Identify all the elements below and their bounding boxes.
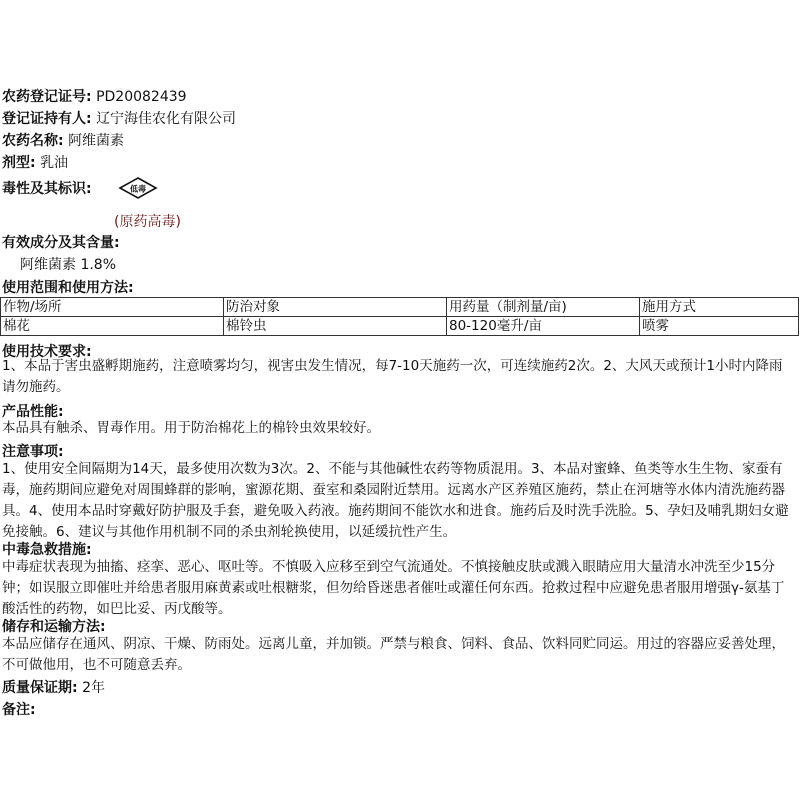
toxicity-label: 毒性及其标识: bbox=[2, 181, 92, 197]
storage-text: 本品应储存在通风、阴凉、干燥、防雨处。远离儿童，并加锁。严禁与粮食、饲料、食品、饮料同贮同运。用过的容器应妥善处理，不可做他用，也不可随意丢弃。 bbox=[2, 636, 785, 673]
header-crop: 作物/场所 bbox=[1, 298, 224, 317]
formulation-label: 剂型: bbox=[2, 155, 36, 171]
usage-table bbox=[0, 297, 799, 336]
performance-label: 产品性能: bbox=[2, 404, 64, 420]
technical-label: 使用技术要求: bbox=[2, 344, 92, 360]
cell-dosage: 80-120毫升/亩 bbox=[447, 317, 640, 336]
holder-label: 登记证持有人: bbox=[2, 111, 92, 127]
usage-table-header bbox=[1, 298, 799, 317]
ingredients-label: 有效成分及其含量: bbox=[2, 235, 120, 251]
performance-text: 本品具有触杀、胃毒作用。用于防治棉花上的棉铃虫效果较好。 bbox=[2, 420, 380, 436]
formulation-value: 乳油 bbox=[40, 155, 69, 171]
usage-label: 使用范围和使用方法: bbox=[2, 280, 134, 296]
shelf-life-value: 2年 bbox=[82, 680, 105, 696]
header-dosage: 用药量（制剂量/亩) bbox=[447, 298, 640, 317]
ingredient-item: 阿维菌素 1.8% bbox=[20, 257, 117, 273]
header-method: 施用方式 bbox=[640, 298, 799, 317]
cell-crop: 棉花 bbox=[1, 317, 224, 336]
header-target: 防治对象 bbox=[224, 298, 447, 317]
cell-target: 棉铃虫 bbox=[224, 317, 447, 336]
registration-value: PD20082439 bbox=[96, 89, 187, 105]
precautions-label: 注意事项: bbox=[2, 444, 64, 460]
precautions-text: 1、使用安全间隔期为14天，最多使用次数为3次。2、不能与其他碱性农药等物质混用。3、本品对蜜蜂、鱼类等水生生物、家蚕有毒，施药期间应避免对周围蜂群的影响，蜜源花期、蚕室和桑园附近禁用。远离水产区养殖区施药，禁止在河塘等水体内清洗施药器具。4、使用本品时穿戴好防护服及手套，避免吸入药液。施药期间不能饮水和进食。施药后及时洗手洗脸。5、孕妇及哺乳期妇女避免接触。6、建议与其他作用机制不同的杀虫剂轮换使用，以延缓抗性产生。 bbox=[2, 461, 789, 540]
first-aid-label: 中毒急救措施: bbox=[2, 542, 92, 558]
pesticide-name-label: 农药名称: bbox=[2, 133, 64, 149]
registration-line bbox=[2, 87, 187, 107]
registration-label: 农药登记证号: bbox=[2, 89, 92, 105]
storage-label: 储存和运输方法: bbox=[2, 619, 106, 635]
shelf-life-label: 质量保证期: bbox=[2, 680, 78, 696]
table-row bbox=[1, 317, 799, 336]
toxicity-note: (原药高毒) bbox=[114, 214, 181, 230]
toxicity-mark-text: 低毒 bbox=[130, 184, 147, 194]
holder-value: 辽宁海佳农化有限公司 bbox=[96, 111, 237, 127]
formulation-line bbox=[2, 153, 68, 173]
low-toxicity-mark-icon bbox=[118, 176, 158, 200]
pesticide-name-value: 阿维菌素 bbox=[68, 133, 125, 149]
toxicity-line bbox=[2, 177, 158, 201]
first-aid-text: 中毒症状表现为抽搐、痉挛、恶心、呕吐等。不慎吸入应移至到空气流通处。不慎接触皮肤或溅入眼睛应用大量清水冲洗至少15分钟；如误服立即催吐并给患者服用麻黄素或吐根糖浆，但勿给昏迷患者催吐或灌任何东西。抢救过程中应避免患者服用增强γ-氨基丁酸活性的药物，如巴比妥、丙戊酸等。 bbox=[2, 559, 785, 617]
shelf-life-line bbox=[2, 678, 105, 698]
remarks-label: 备注: bbox=[2, 702, 36, 718]
cell-method: 喷雾 bbox=[640, 317, 799, 336]
technical-text: 1、本品于害虫盛孵期施药，注意喷雾均匀，视害虫发生情况，每7-10天施药一次，可连续施药2次。2、大风天或预计1小时内降雨请勿施药。 bbox=[2, 358, 783, 395]
pesticide-name-line bbox=[2, 131, 124, 151]
holder-line bbox=[2, 109, 236, 129]
